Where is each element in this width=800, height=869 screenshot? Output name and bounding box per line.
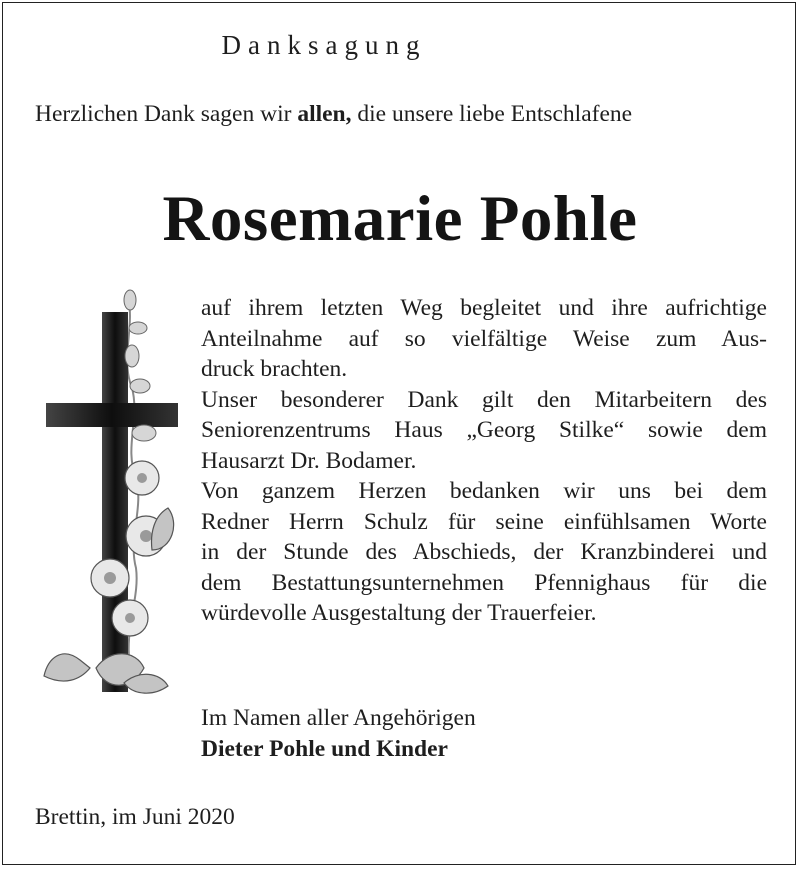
- notice-heading: Danksagung: [221, 30, 427, 60]
- body-line: Seniorenzentrums Haus „Georg Stilke“ sowie dem: [201, 417, 767, 443]
- signature-line: Im Namen aller Angehörigen: [201, 705, 476, 731]
- body-line: Anteilnahme auf so vielfältige Weise zum Aus-: [201, 325, 767, 352]
- intro-pre: Herzlichen Dank sagen wir: [35, 101, 298, 127]
- cross-with-flowers-icon: [40, 288, 180, 698]
- body-line: dem Bestattungsunternehmen Pfennighaus für die: [201, 569, 767, 596]
- deceased-name: Rosemarie Pohle: [162, 183, 638, 255]
- body-line: auf ihrem letzten Weg begleitet und ihre aufrichtige: [201, 295, 767, 321]
- place-date: Brettin, im Juni 2020: [35, 804, 235, 830]
- body-line: würdevolle Ausgestaltung der Trauerfeier.: [201, 600, 597, 626]
- intro-post: die unsere liebe Entschlafene: [351, 101, 633, 127]
- body-line: Von ganzem Herzen bedanken wir uns bei dem: [201, 478, 767, 504]
- signature-block: [201, 703, 476, 765]
- body-text: [201, 293, 767, 629]
- body-line: Hausarzt Dr. Bodamer.: [201, 447, 417, 474]
- signature-names: Dieter Pohle und Kinder: [201, 736, 448, 762]
- body-line: Redner Herrn Schulz für seine einfühlsamen Worte: [201, 508, 767, 535]
- intro-text: [35, 101, 632, 128]
- body-line: in der Stunde des Abschieds, der Kranzbinderei und: [201, 539, 767, 565]
- body-line: Unser besonderer Dank gilt den Mitarbeitern des: [201, 386, 767, 413]
- body-line: druck brachten.: [201, 356, 348, 382]
- intro-bold: allen,: [297, 101, 352, 127]
